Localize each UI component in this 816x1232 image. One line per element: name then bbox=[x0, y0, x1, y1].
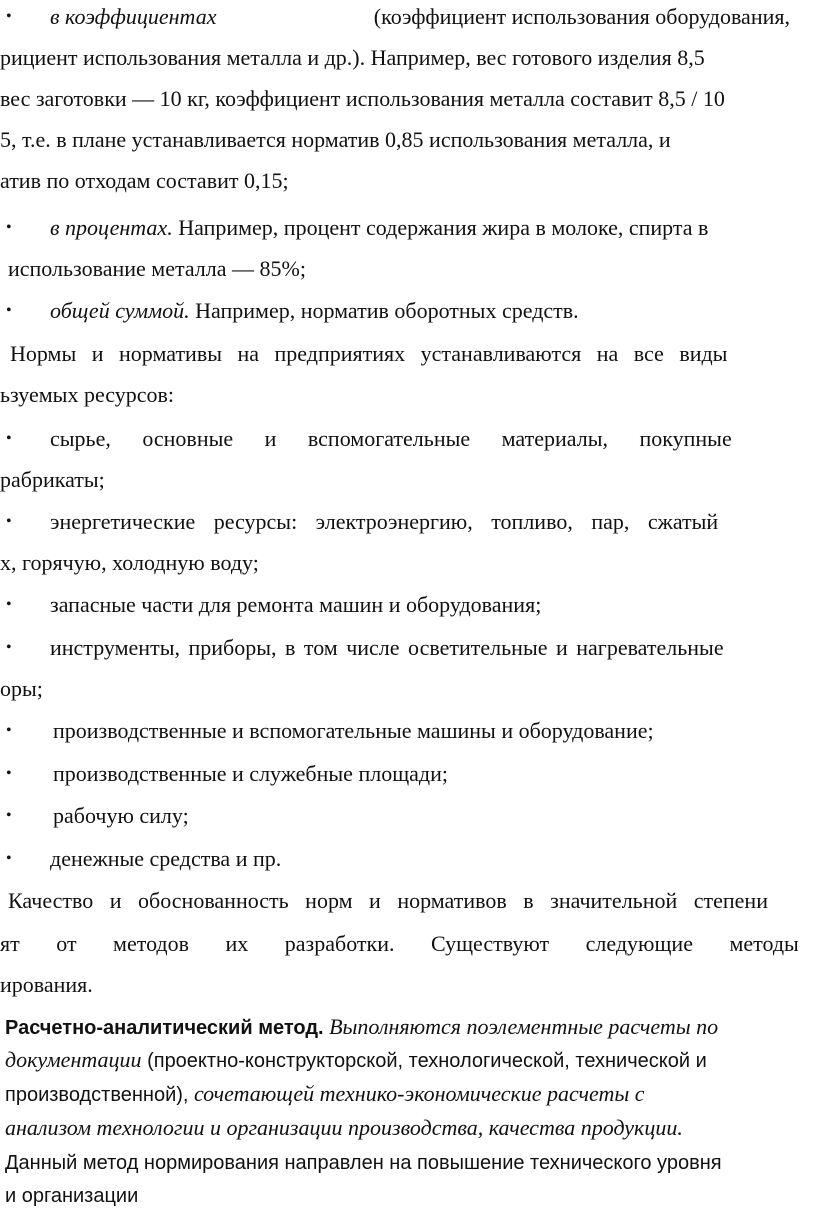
method-heading: Расчетно-аналитический метод. bbox=[5, 1017, 324, 1039]
text-line bbox=[5, 1013, 718, 1042]
text-line: вес заготовки — 10 кг, коэффициент использования металла составит 8,5 / 10 bbox=[0, 86, 725, 111]
list-item: энергетические ресурсы: электроэнергию, топливо, пар, сжатый bbox=[50, 509, 719, 534]
bullet: • bbox=[6, 722, 12, 739]
italic-term: в коэффициентах bbox=[50, 4, 217, 29]
text-line: анализом технологии и организации производства, качества продукции. bbox=[5, 1115, 683, 1140]
bullet: • bbox=[6, 765, 12, 782]
bullet: • bbox=[6, 807, 12, 824]
text-line: рициент использования металла и др.). Например, вес готового изделия 8,5 bbox=[0, 45, 705, 70]
text-line: Нормы и нормативы на предприятиях устанавливаются на все виды bbox=[10, 341, 728, 366]
text-line bbox=[50, 297, 579, 325]
italic-term: в процентах. bbox=[50, 215, 173, 240]
text-line: Качество и обоснованность норм и нормативов в значительной степени bbox=[8, 888, 768, 913]
text-line: 5, т.е. в плане устанавливается норматив 0,85 использования металла, и bbox=[0, 127, 671, 152]
bullet: • bbox=[6, 513, 12, 530]
text-line bbox=[50, 214, 708, 242]
text-span: Например, процент содержания жира в молоке, спирта в bbox=[172, 215, 709, 240]
text-line: ят от методов их разработки. Существуют следующие методы bbox=[0, 931, 799, 956]
list-item: денежные средства и пр. bbox=[50, 846, 282, 871]
text-line: ирования. bbox=[0, 972, 93, 997]
bullet: • bbox=[6, 596, 12, 613]
list-item: инструменты, приборы, в том числе осветительные и нагревательные bbox=[50, 635, 724, 660]
bullet: • bbox=[6, 639, 12, 656]
bullet: • bbox=[6, 8, 12, 25]
list-item: рабочую силу; bbox=[53, 803, 189, 828]
italic-text: Выполняются поэлементные расчеты по bbox=[323, 1014, 719, 1039]
list-item: запасные части для ремонта машин и оборудования; bbox=[50, 592, 542, 617]
text-line bbox=[5, 1080, 645, 1109]
bullet: • bbox=[6, 850, 12, 867]
text-line bbox=[5, 1046, 707, 1075]
text-line: использование металла — 85%; bbox=[8, 256, 306, 281]
bullet: • bbox=[6, 302, 12, 319]
text-line: Данный метод нормирования направлен на повышение технического уровня bbox=[5, 1152, 722, 1174]
text-span: (проектно-конструкторской, технологической, технической и bbox=[141, 1050, 707, 1072]
text-span: производственной), bbox=[5, 1084, 189, 1106]
italic-text: сочетающей технико-экономические расчеты с bbox=[188, 1081, 645, 1106]
text-line bbox=[50, 3, 790, 31]
list-item: производственные и вспомогательные машины и оборудование; bbox=[53, 718, 654, 743]
text-line: атив по отходам составит 0,15; bbox=[0, 168, 289, 193]
list-item: производственные и служебные площади; bbox=[53, 761, 448, 786]
list-item: сырье, основные и вспомогательные материалы, покупные bbox=[50, 426, 732, 451]
text-span: (коэффициент использования оборудования, bbox=[373, 4, 790, 29]
italic-term: общей суммой. bbox=[50, 298, 190, 323]
text-line: и организации bbox=[5, 1185, 139, 1207]
italic-text: документации bbox=[5, 1047, 142, 1072]
bullet: • bbox=[6, 430, 12, 447]
text-line: рабрикаты; bbox=[0, 467, 105, 492]
text-span: Например, норматив оборотных средств. bbox=[189, 298, 579, 323]
text-line: ьзуемых ресурсов: bbox=[0, 382, 174, 407]
text-line: оры; bbox=[0, 676, 43, 701]
bullet: • bbox=[6, 219, 12, 236]
text-line: х, горячую, холодную воду; bbox=[0, 550, 259, 575]
